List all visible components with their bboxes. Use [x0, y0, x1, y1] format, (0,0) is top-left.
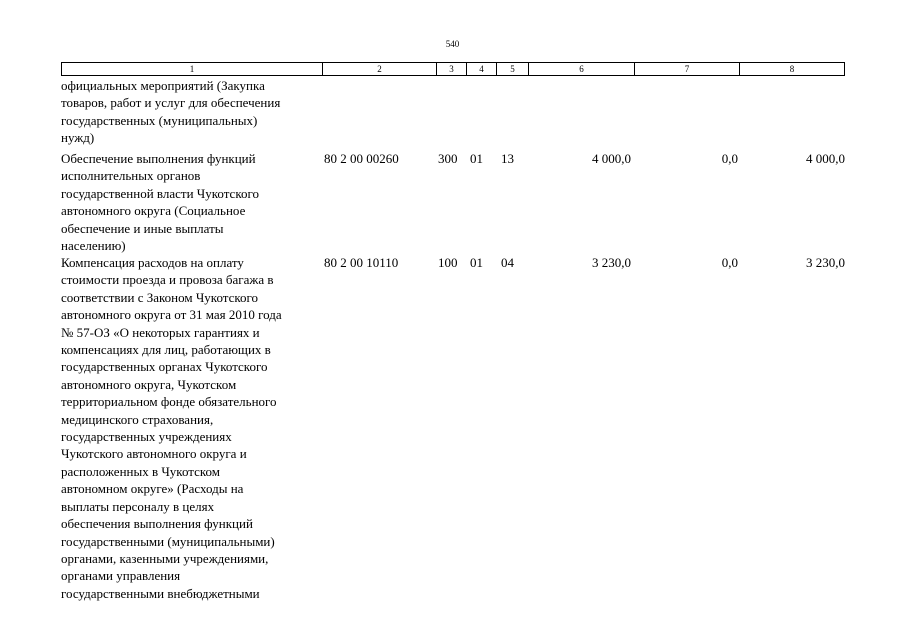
header-col-2: 2: [322, 63, 436, 75]
row-code: 80 2 00 00260: [324, 151, 399, 166]
table-header-row: [61, 62, 845, 76]
row-sum-total: 4 000,0: [592, 151, 631, 166]
row-vr: 100: [438, 255, 458, 270]
page-number: 540: [445, 39, 460, 49]
row-pr: 04: [501, 255, 514, 270]
row-rz: 01: [470, 151, 483, 166]
header-col-4: 4: [466, 63, 496, 75]
header-col-1: 1: [189, 64, 195, 74]
row-sum-total: 3 230,0: [592, 255, 631, 270]
header-col-3: 3: [436, 63, 466, 75]
header-col-7: 7: [634, 63, 739, 75]
header-col-6: 6: [528, 63, 634, 75]
row-description: официальных мероприятий (Закупка товаров, работ и услуг для обеспечения государственных (муниципальных) нужд): [61, 78, 281, 146]
row-pr: 13: [501, 151, 514, 166]
row-rz: 01: [470, 255, 483, 270]
row-sum-fed: 0,0: [721, 151, 738, 166]
row-description: Обеспечение выполнения функций исполнительных органов государственной власти Чукотского автономного округа (Социальное обеспечение и иные выплаты населению): [61, 151, 259, 254]
row-sum-reg: 3 230,0: [806, 255, 845, 270]
row-description: Компенсация расходов на оплату стоимости проезда и провоза багажа в соответствии с Законом Чукотского автономного округа от 31 мая 2010 года № 57-ОЗ «О некоторых гарантиях и компенсациях для лиц, работающих в государственных органах Чукотского автономного округа, Чукотском территориальном фонде обязательного медицинского страхования, государственных учреждениях Чукотского автономного округа и расположенных в Чукотском автономном округе» (Расходы на выплаты персоналу в целях обеспечения выполнения функций государственными (муниципальными) органами, казенными учреждениями, органами управления государственными внебюджетными: [61, 255, 282, 601]
row-sum-reg: 4 000,0: [806, 151, 845, 166]
row-code: 80 2 00 10110: [324, 255, 399, 270]
row-vr: 300: [438, 151, 458, 166]
header-col-8: 8: [739, 63, 844, 75]
header-col-5: 5: [496, 63, 528, 75]
row-sum-fed: 0,0: [721, 255, 738, 270]
